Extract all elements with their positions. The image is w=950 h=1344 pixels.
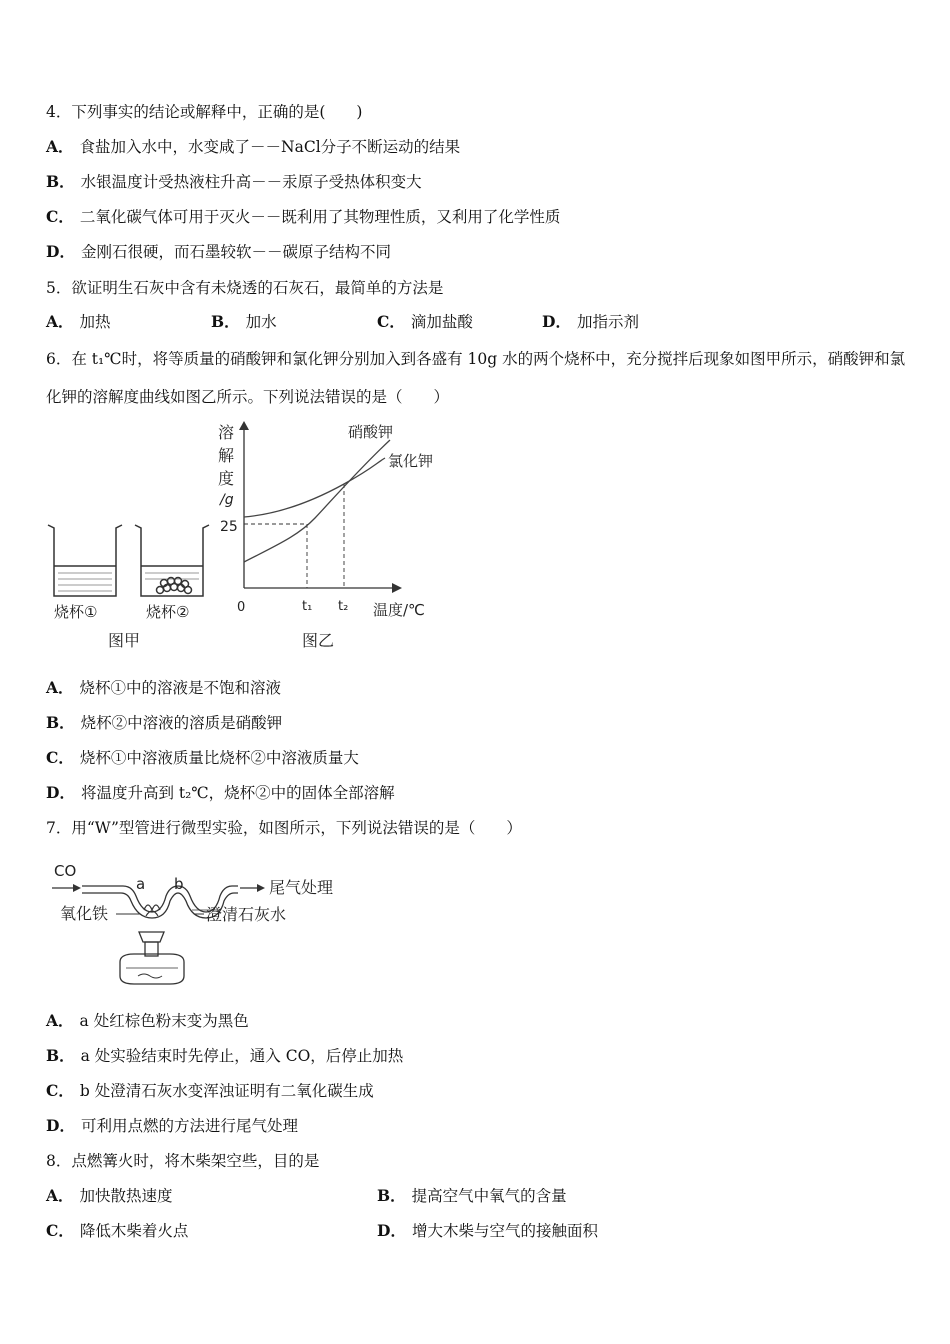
option-label: B．	[46, 1046, 75, 1065]
q4-option-a[interactable]	[46, 136, 460, 158]
outlet-label: 尾气处理	[269, 878, 334, 897]
option-text: 水银温度计受热液柱升高－－汞原子受热体积变大	[80, 173, 422, 191]
beaker-2-label: 烧杯②	[146, 603, 190, 621]
y-label-unit: /g	[220, 492, 234, 508]
q4-option-b[interactable]	[46, 171, 422, 193]
figure-b-caption: 图乙	[302, 631, 335, 650]
x-tick-t2: t₂	[338, 599, 349, 614]
legend-kno3: 硝酸钾	[348, 423, 394, 441]
q8-option-b[interactable]	[377, 1185, 567, 1207]
option-text: 烧杯②中溶液的溶质是硝酸钾	[80, 714, 283, 732]
right-label: 澄清石灰水	[206, 905, 287, 924]
option-text: 烧杯①中溶液质量比烧杯②中溶液质量大	[79, 749, 359, 767]
beaker-1-label: 烧杯①	[54, 603, 98, 621]
option-text: 食盐加入水中，水变咸了－－NaCl分子不断运动的结果	[79, 138, 461, 156]
option-text: a 处实验结束时先停止，通入 CO，后停止加热	[80, 1047, 404, 1065]
origin-label: 0	[237, 600, 246, 615]
q7-option-a[interactable]	[46, 1010, 249, 1032]
option-text: a 处红棕色粉末变为黑色	[79, 1012, 249, 1030]
q4-option-d[interactable]	[46, 241, 391, 263]
inlet-arrow-head	[73, 884, 81, 892]
option-label: C．	[377, 312, 405, 331]
q6-figure	[40, 418, 460, 658]
option-text: 提高空气中氧气的含量	[411, 1187, 567, 1205]
y-label-char-3: 度	[218, 469, 235, 488]
q8-stem: 8．点燃篝火时，将木柴架空些，目的是	[46, 1152, 320, 1170]
alcohol-lamp	[120, 954, 184, 984]
curve-kcl	[244, 458, 385, 517]
q7-option-d[interactable]	[46, 1115, 298, 1137]
option-label: D．	[46, 783, 75, 802]
option-label: A．	[46, 312, 74, 331]
q7-option-b[interactable]	[46, 1045, 403, 1067]
option-text: 加热	[79, 313, 111, 331]
option-text: 加快散热速度	[79, 1187, 173, 1205]
x-axis-arrow	[392, 583, 402, 593]
option-label: A．	[46, 1186, 74, 1205]
q8-option-a[interactable]	[46, 1185, 173, 1207]
q8-option-d[interactable]	[377, 1220, 598, 1242]
q6-option-c[interactable]	[46, 747, 359, 769]
q7-stem: 7．用“W”型管进行微型实验，如图所示，下列说法错误的是（ ）	[46, 819, 522, 837]
q7-option-c[interactable]	[46, 1080, 374, 1102]
option-label: A．	[46, 1011, 74, 1030]
q5-option-a[interactable]	[46, 311, 111, 333]
option-label: C．	[46, 748, 74, 767]
option-text: 增大木柴与空气的接触面积	[411, 1222, 598, 1240]
q5-option-c[interactable]	[377, 311, 473, 333]
legend-kcl: 氯化钾	[388, 452, 434, 470]
option-label: A．	[46, 137, 74, 156]
burner-head	[139, 932, 164, 942]
option-text: 降低木柴着火点	[79, 1222, 189, 1240]
option-text: 将温度升高到 t₂℃，烧杯②中的固体全部溶解	[80, 784, 395, 802]
beaker-1	[48, 525, 122, 596]
solubility-graph	[218, 421, 433, 650]
point-a: a	[136, 875, 146, 893]
y-axis-arrow	[239, 421, 249, 430]
option-text: 烧杯①中的溶液是不饱和溶液	[79, 679, 282, 697]
option-text: 加指示剂	[576, 313, 639, 331]
option-label: C．	[46, 1221, 74, 1240]
option-text: 可利用点燃的方法进行尾气处理	[80, 1117, 298, 1135]
q6-option-a[interactable]	[46, 677, 281, 699]
option-label: B．	[46, 713, 75, 732]
point-b: b	[174, 875, 184, 893]
beaker-2	[135, 525, 209, 596]
q7-figure	[48, 856, 358, 992]
y-label-char-2: 解	[218, 446, 235, 465]
option-label: B．	[377, 1186, 406, 1205]
inlet-label: CO	[54, 862, 77, 880]
option-label: A．	[46, 678, 74, 697]
q8-option-c[interactable]	[46, 1220, 188, 1242]
option-label: B．	[211, 312, 240, 331]
option-label: D．	[46, 1116, 75, 1135]
option-label: D．	[46, 242, 75, 261]
q6-option-b[interactable]	[46, 712, 282, 734]
left-label: 氧化铁	[60, 904, 109, 923]
q4-option-c[interactable]	[46, 206, 560, 228]
option-label: B．	[46, 172, 75, 191]
option-text: b 处澄清石灰水变浑浊证明有二氧化碳生成	[79, 1082, 374, 1100]
option-label: D．	[377, 1221, 406, 1240]
figure-a-caption: 图甲	[108, 631, 141, 650]
q5-option-d[interactable]	[542, 311, 639, 333]
q5-option-b[interactable]	[211, 311, 277, 333]
x-tick-t1: t₁	[302, 599, 313, 614]
option-text: 金刚石很硬，而石墨较软－－碳原子结构不同	[80, 243, 391, 261]
option-text: 二氧化碳气体可用于灭火－－既利用了其物理性质，又利用了化学性质	[79, 208, 561, 226]
option-label: C．	[46, 1081, 74, 1100]
y-label-char-1: 溶	[218, 423, 235, 442]
curve-kno3	[244, 440, 390, 562]
y-tick-25: 25	[220, 519, 238, 535]
outlet-arrow-head	[257, 884, 265, 892]
option-text: 加水	[245, 313, 277, 331]
option-label: C．	[46, 207, 74, 226]
lamp-wave	[138, 974, 162, 978]
q6-stem: 6．在 t₁℃时，将等质量的硝酸钾和氯化钾分别加入到各盛有 10g 水的两个烧杯中，充分搅拌后现象如图甲所示，硝酸钾和氯化钾的溶解度曲线如图乙所示。下列说法错误的是（ ）	[46, 350, 906, 406]
q5-stem: 5．欲证明生石灰中含有未烧透的石灰石，最简单的方法是	[46, 279, 444, 297]
option-text: 滴加盐酸	[410, 313, 473, 331]
q6-option-d[interactable]	[46, 782, 395, 804]
x-axis-label: 温度/℃	[373, 601, 425, 619]
option-label: D．	[542, 312, 571, 331]
q4-stem: 4．下列事实的结论或解释中，正确的是( )	[46, 103, 363, 121]
